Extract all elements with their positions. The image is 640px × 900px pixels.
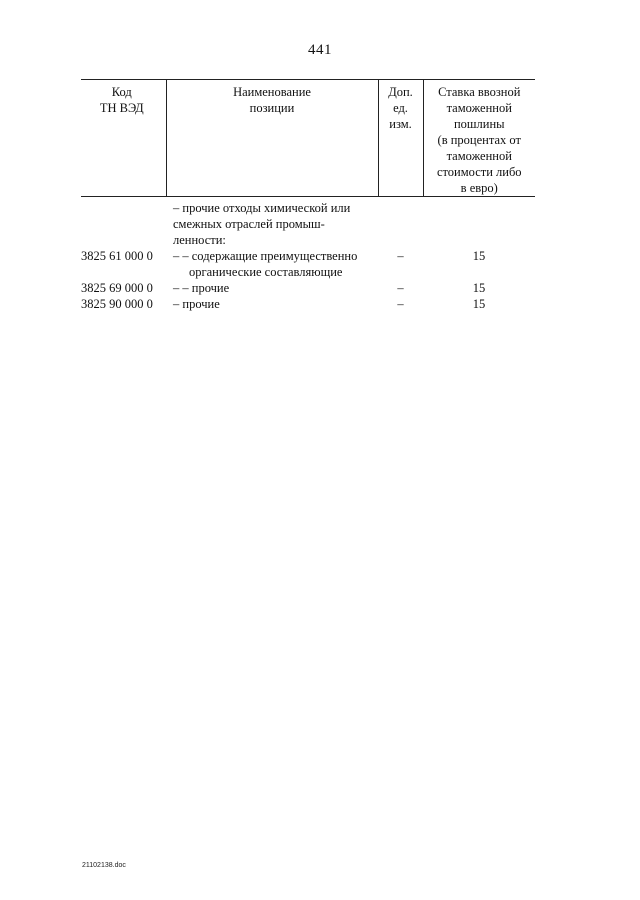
header-name-line: позиции [249, 101, 295, 115]
footer-filename: 21102138.doc [82, 862, 126, 869]
rate-cell: 15 [472, 297, 486, 311]
header-unit-line: Доп. [388, 85, 413, 99]
name-line: – – содержащие преимущественно [173, 249, 358, 263]
header-code-line: Код [111, 85, 132, 99]
unit-cell [378, 197, 423, 249]
name-cell [166, 280, 378, 296]
header-name-line: Наименование [233, 85, 311, 99]
header-rate-line: Ставка ввозной [438, 85, 521, 99]
name-line: органические составляющие [189, 265, 343, 279]
header-code [81, 80, 166, 197]
header-name [166, 80, 378, 197]
code-cell: 3825 61 000 0 [81, 249, 153, 263]
name-line: – прочие отходы химической или [173, 201, 351, 215]
unit-cell: – [397, 249, 404, 263]
header-rate-line: пошлины [453, 117, 505, 131]
tariff-table [81, 79, 535, 312]
code-cell: 3825 69 000 0 [81, 281, 153, 295]
header-rate-line: в евро) [460, 181, 498, 195]
table-header-row [81, 80, 535, 197]
header-rate-line: таможенной [446, 101, 512, 115]
rate-cell [423, 197, 535, 249]
unit-cell: – [397, 297, 404, 311]
name-cell [166, 197, 378, 249]
table-row [81, 280, 535, 296]
rate-cell: 15 [472, 249, 486, 263]
header-rate [423, 80, 535, 197]
header-unit-line: ед. [393, 101, 408, 115]
page-number: 441 [308, 42, 332, 58]
code-cell: 3825 90 000 0 [81, 297, 153, 311]
header-code-line: ТН ВЭД [99, 101, 144, 115]
name-line: – прочие [173, 297, 220, 311]
header-unit-line: изм. [389, 117, 412, 131]
table-row [81, 248, 535, 280]
header-rate-line: стоимости либо [436, 165, 522, 179]
name-cell [166, 296, 378, 312]
table-row [81, 197, 535, 249]
rate-cell: 15 [472, 281, 486, 295]
name-line: смежных отраслей промыш- [173, 217, 325, 231]
header-rate-line: таможенной [446, 149, 512, 163]
table-row [81, 296, 535, 312]
name-line: ленности: [173, 233, 226, 247]
unit-cell: – [397, 281, 404, 295]
code-cell [81, 197, 166, 249]
header-unit [378, 80, 423, 197]
name-line: – – прочие [173, 281, 230, 295]
name-cell [166, 248, 378, 280]
header-rate-line: (в процентах от [437, 133, 521, 147]
